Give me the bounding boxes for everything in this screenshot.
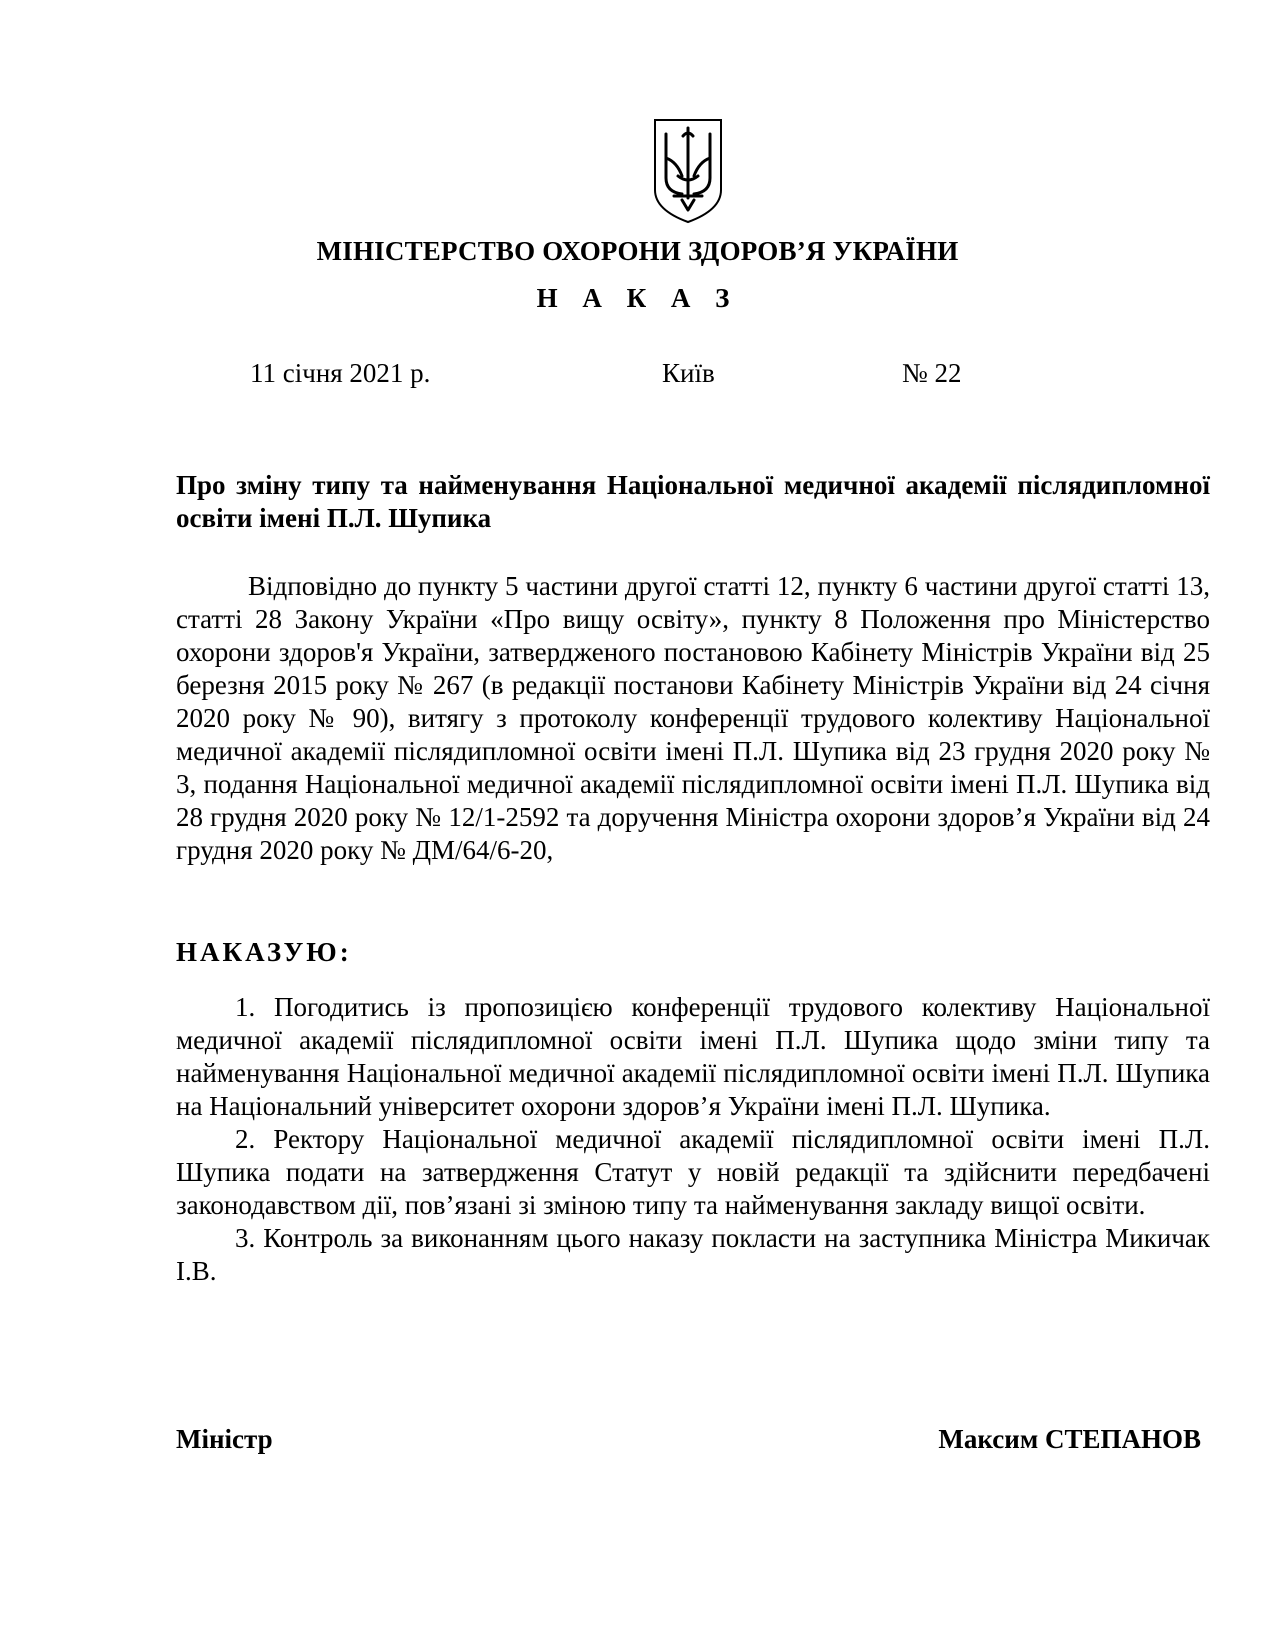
trident-coat-of-arms-icon — [652, 118, 724, 224]
signatory-name: Максим СТЕПАНОВ — [938, 1424, 1201, 1454]
order-title: Про зміну типу та найменування Національної медичної академії післядипломної освіти імені П.Л. Шупика — [176, 470, 1210, 533]
order-item-2: 2. Ректору Національної медичної академії післядипломної освіти імені П.Л. Шупика подати на затвердження Статут у новій редакції та здійснити передбачені законодавством дії, пов’язані зі зміною типу та найменування закладу вищої освіти. — [176, 1124, 1210, 1220]
order-item-3: 3. Контроль за виконанням цього наказу покласти на заступника Міністра Микичак І.В. — [176, 1223, 1210, 1286]
order-city: Київ — [662, 358, 715, 388]
order-date: 11 січня 2021 р. — [250, 358, 431, 388]
document-type: Н А К А З — [536, 283, 739, 313]
preamble-paragraph: Відповідно до пункту 5 частини другої статті 12, пункту 6 частини другої статті 13, статті 28 Закону України «Про вищу освіту», пункту 8 Положення про Міністерство охорони здоров'я України, затвердженого постановою Кабінету Міністрів України від 25 березня 2015 року № 267 (в редакції постанови Кабінету Міністрів України від 24 січня 2020 року № 90), витягу з протоколу конференції трудового колективу Національної медичної академії післядипломної освіти імені П.Л. Шупика від 23 грудня 2020 року № 3, подання Національної медичної академії післядипломної освіти імені П.Л. Шупика від 28 грудня 2020 року № 12/1-2592 та доручення Міністра охорони здоров’я України від 24 грудня 2020 року № ДМ/64/6-20, — [176, 571, 1210, 865]
signatory-position: Міністр — [176, 1424, 273, 1454]
order-items — [176, 991, 1210, 1288]
ministry-name: МІНІСТЕРСТВО ОХОРОНИ ЗДОРОВ’Я УКРАЇНИ — [316, 236, 959, 266]
decree-label: НАКАЗУЮ: — [176, 937, 352, 967]
order-number: № 22 — [902, 358, 962, 388]
order-item-1: 1. Погодитись із пропозицією конференції трудового колективу Національної медичної академії післядипломної освіти імені П.Л. Шупика щодо зміни типу та найменування Національної медичної академії післядипломної освіти імені П.Л. Шупика на Національний університет охорони здоров’я України імені П.Л. Шупика. — [176, 992, 1210, 1121]
